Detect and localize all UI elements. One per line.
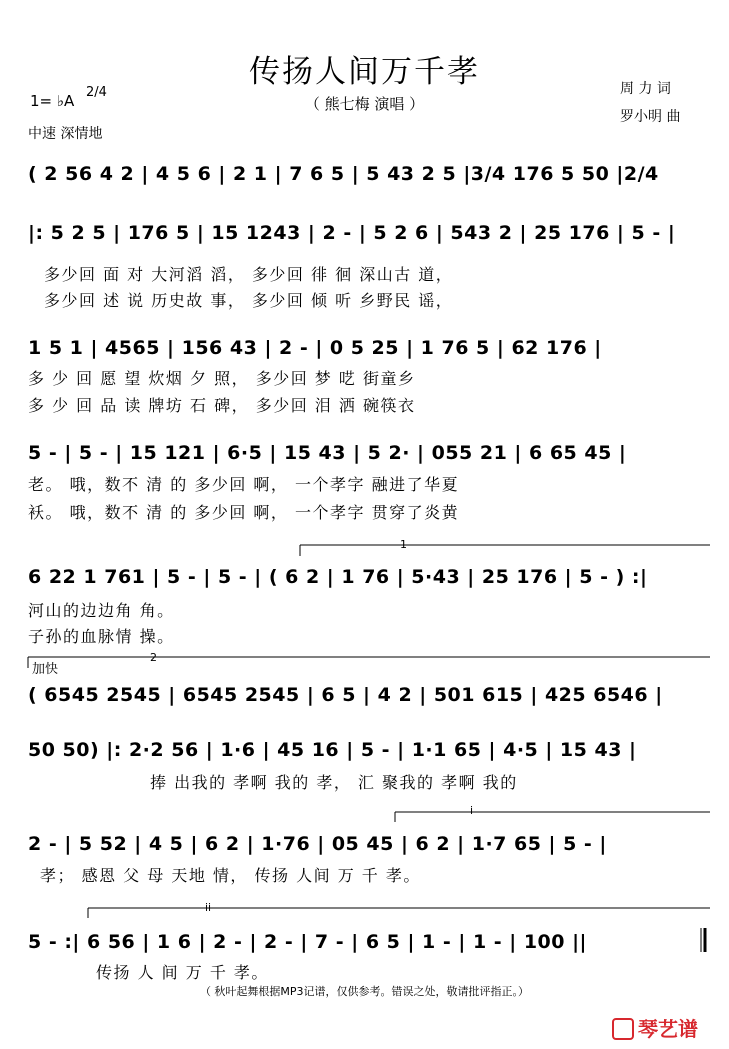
score-row-5-notes: 6 22 1 761 | 5 - | 5 - | ( 6 2 | 1 76 | 5·43 | 25 176 | 5 - ) :| (28, 566, 648, 588)
singer-subtitle: （ 熊七梅 演唱 ） (304, 95, 425, 113)
score-row-1-notes: ( 2 56 4 2 | 4 5 6 | 2 1 | 7 6 5 | 5 43 2 5 |3/4 176 5 50 |2/4 (28, 163, 659, 185)
score-row-6-notes: ( 6545 2545 | 6545 2545 | 6 5 | 4 2 | 501 615 | 425 6546 | (28, 684, 663, 706)
volta-i-label: i (470, 804, 474, 817)
score-row-4-lyrics-1: 老。 哦，数不 清 的 多少回 啊， 一个孝字 融进了华夏 (28, 475, 460, 494)
score-row-5-lyrics-2: 子孙的血脉情 操。 (28, 627, 175, 646)
volta-ii-label: ii (205, 901, 212, 914)
composer-credit: 罗小明 曲 (620, 109, 681, 125)
volta-1-label: 1 (400, 538, 407, 551)
tempo-marker-faster: 加快 (32, 662, 59, 677)
score-row-3-lyrics-2: 多 少 回 品 读 牌坊 石 碑， 多少回 泪 洒 碗筷衣 (28, 396, 416, 415)
watermark-logo: 琴艺谱 (612, 1013, 698, 1042)
song-title: 传扬人间万千孝 (249, 54, 480, 90)
score-row-5-lyrics-1: 河山的边边角 角。 (28, 601, 175, 620)
tempo-mood: 中速 深情地 (28, 126, 103, 142)
score-row-4-lyrics-2: 袄。 哦，数不 清 的 多少回 啊， 一个孝字 贯穿了炎黄 (28, 503, 460, 522)
score-row-8-lyrics: 孝； 感恩 父 母 天地 情， 传扬 人间 万 千 孝。 (40, 866, 421, 885)
score-row-3-lyrics-1: 多 少 回 愿 望 炊烟 夕 照， 多少回 梦 呓 街童乡 (28, 369, 416, 388)
score-row-3-notes: 1 5 1 | 4565 | 156 43 | 2 - | 0 5 25 | 1 76 5 | 62 176 | (28, 337, 602, 359)
logo-icon (612, 1018, 634, 1040)
score-row-9-notes: 5 - :| 6 56 | 1 6 | 2 - | 2 - | 7 - | 6 5 | 1 - | 1 - | 100 || (28, 931, 587, 953)
key-signature: 1= ♭A (30, 92, 75, 110)
score-row-2-lyrics-1: 多少回 面 对 大河滔 滔， 多少回 徘 徊 深山古 道， (44, 265, 454, 284)
score-row-8-notes: 2 - | 5 52 | 4 5 | 6 2 | 1·76 | 05 45 | 6 2 | 1·7 65 | 5 - | (28, 833, 607, 855)
score-row-7-lyrics: 捧 出我的 孝啊 我的 孝， 汇 聚我的 孝啊 我的 (150, 773, 518, 792)
volta-2-label: 2 (150, 651, 157, 664)
score-row-7-notes: 50 50) |: 2·2 56 | 1·6 | 45 16 | 5 - | 1·1 65 | 4·5 | 15 43 | (28, 739, 637, 761)
score-row-2-lyrics-2: 多少回 述 说 历史故 事， 多少回 倾 听 乡野民 谣， (44, 291, 454, 310)
time-signature: 2/4 (86, 85, 107, 100)
score-row-9-lyrics: 传扬 人 间 万 千 孝。 (96, 963, 269, 982)
score-row-2-notes: |: 5 2 5 | 176 5 | 15 1243 | 2 - | 5 2 6 | 543 2 | 25 176 | 5 - | (28, 222, 676, 244)
lyricist-credit: 周 力 词 (620, 81, 671, 97)
score-row-4-notes: 5 - | 5 - | 15 121 | 6·5 | 15 43 | 5 2· | 055 21 | 6 65 45 | (28, 442, 627, 464)
transcription-note: （ 秋叶起舞根据MP3记谱，仅供参考。错误之处，敬请批评指正。） (199, 985, 530, 998)
